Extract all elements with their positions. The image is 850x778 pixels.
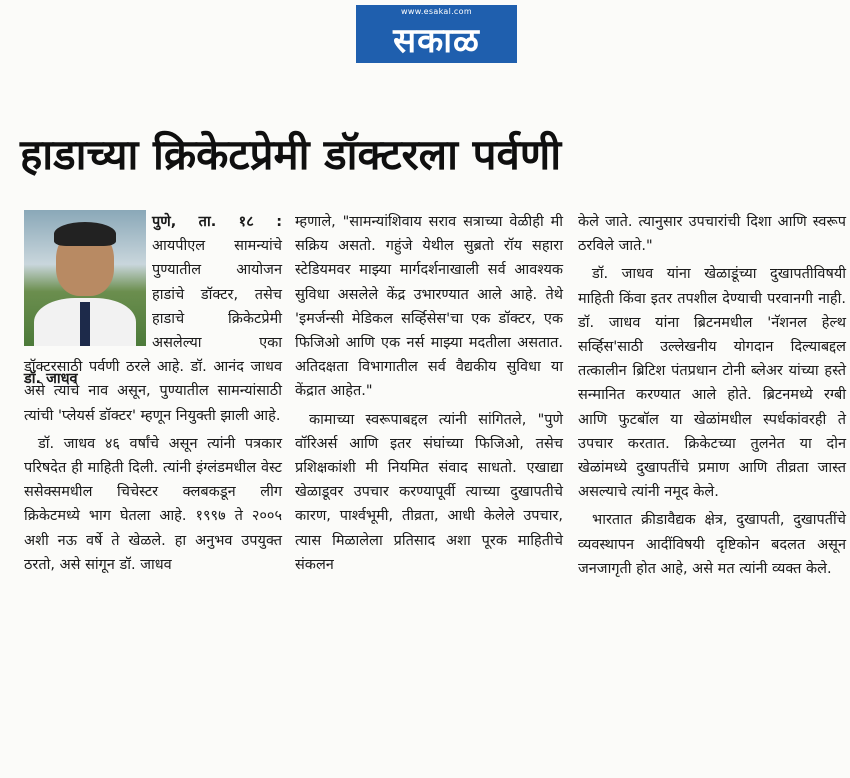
masthead-logo: [356, 5, 517, 63]
paragraph: भारतात क्रीडावैद्यक क्षेत्र, दुखापती, दुखापतींचे व्यवस्थापन आदींविषयी दृष्टिकोन बदलत असून जनजागृती होत आहे, असे मत त्यांनी व्यक्त केले.: [578, 512, 846, 577]
paragraph: आयपीएल सामन्यांचे पुण्यातील आयोजन हाडांचे डॉक्टर, तसेच हाडाचे क्रिकेटप्रेमी असलेल्या एका डॉक्टरसाठी पर्वणी ठरले आहे. डॉ. आनंद जाधव असे त्यांचे नाव असून, पुण्यातील सामन्यांसाठी त्यांची 'प्लेयर्स डॉक्टर' म्हणून नियुक्ती झाली आहे.: [24, 238, 282, 424]
article-column-1: [24, 210, 282, 581]
author-photo: [24, 210, 146, 346]
paragraph: म्हणाले, "सामन्यांशिवाय सराव सत्राच्या वेळीही मी सक्रिय असतो. गहुंजे येथील सुब्रतो रॉय सहारा स्टेडियमवर माझ्या मार्गदर्शनाखाली सर्व आवश्यक सुविधा असलेले केंद्र उभारण्यात आले आहे. तेथे 'इमर्जन्सी मेडिकल सर्व्हिसेस'चा एक डॉक्टर, एक फिजिओ आणि एक नर्स माझ्या मदतीला असतात. अतिदक्षता विभागातील सर्व वैद्यकीय सुविधा या केंद्रात आहेत.": [295, 214, 563, 400]
paragraph: डॉ. जाधव यांना खेळाडूंच्या दुखापतीविषयी माहिती किंवा इतर तपशील देण्याची परवानगी नाही. डॉ. जाधव यांना ब्रिटनमधील 'नॅशनल हेल्थ सर्व्हिस'साठी उल्लेखनीय योगदान दिल्याबद्दल तत्कालीन ब्रिटिश पंतप्रधान टोनी ब्लेअर यांच्या हस्ते सन्मानित करण्यात आले होते. ब्रिटनमध्ये रग्बी आणि फुटबॉल या खेळांमधील स्पर्धकांवरही ते उपचार करतात. क्रिकेटच्या तुलनेत या दोन खेळांमध्ये दुखापतींचे प्रमाण आणि तीव्रता जास्त असल्याचे त्यांनी नमूद केले.: [578, 266, 846, 501]
logo-text: सकाळ: [393, 21, 480, 61]
headline: हाडाच्या क्रिकेटप्रेमी डॉक्टरला पर्वणी: [20, 130, 562, 179]
dateline: पुणे, ता. १८ :: [152, 214, 282, 230]
article-column-3: [578, 210, 846, 585]
paragraph: केले जाते. त्यानुसार उपचारांची दिशा आणि स्वरूप ठरविले जाते.": [578, 214, 846, 255]
paragraph: कामाच्या स्वरूपाबद्दल त्यांनी सांगितले, "पुणे वॉरिअर्स आणि इतर संघांच्या फिजिओ, तसेच प्रशिक्षकांशी मी नियमित संवाद साधतो. एखाद्या खेळाडूवर उपचार करण्यापूर्वी त्याच्या दुखापतीचे कारण, पार्श्वभूमी, तीव्रता, आधी केलेले उपचार, त्यास मिळालेला प्रतिसाद अशा पूरक माहितीचे संकलन: [295, 411, 563, 573]
article-column-2: [295, 210, 563, 581]
site-url: www.esakal.com: [401, 7, 472, 16]
photo-caption: डॉ. जाधव: [24, 371, 78, 387]
paragraph: डॉ. जाधव ४६ वर्षांचे असून त्यांनी पत्रकार परिषदेत ही माहिती दिली. त्यांनी इंग्लंडमधील वेस्ट ससेक्समधील चिचेस्टर क्लबकडून लीग क्रिकेटमध्ये भाग घेतला आहे. १९९७ ते २००५ अशी नऊ वर्षे ते खेळले. हा अनुभव उपयुक्त ठरतो, असे सांगून डॉ. जाधव: [24, 435, 282, 573]
